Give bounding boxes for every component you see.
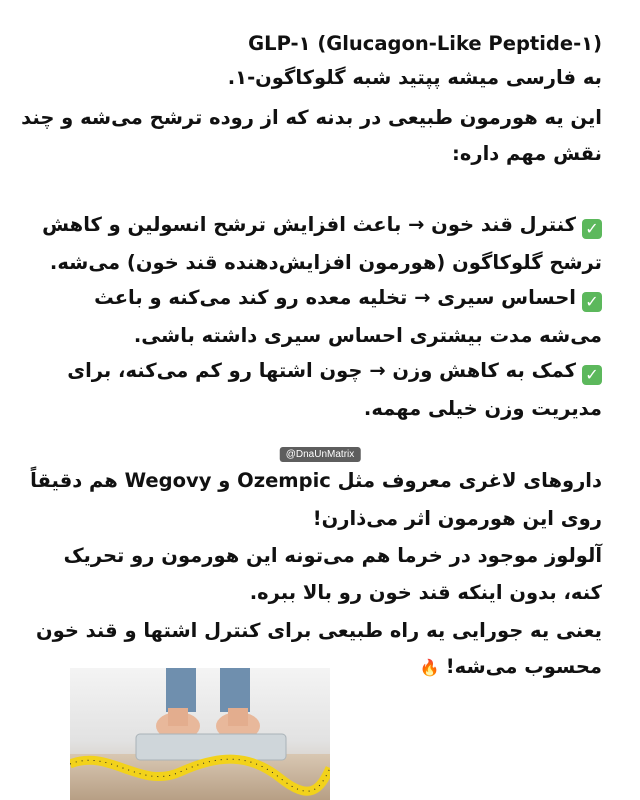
outro-line-4: کنه، بدون اینکه قند خون رو بالا ببره. [249,581,602,604]
point-2-line-2: می‌شه مدت بیشتری احساس سیری داشته باشی. [133,324,602,347]
fire-icon: 🔥 [419,658,440,677]
point-text: کمک به کاهش وزن → چون اشتها رو کم می‌کنه، برای [67,359,576,382]
point-3-line-2: مدیریت وزن خیلی مهمه. [363,397,602,420]
check-mark-icon: ✓ [582,219,602,239]
feet-on-scale-image [70,668,330,800]
point-1-line-2: ترشح گلوکاگون (هورمون افزایش‌دهنده قند خون) می‌شه. [49,251,602,274]
feet-on-scale-photo [70,668,330,800]
point-text: کنترل قند خون → باعث افزایش ترشح انسولین و کاهش [42,213,576,236]
intro-line-1: به فارسی میشه پپتید شبه گلوکاگون-۱. [227,66,602,89]
outro-text: محسوب می‌شه! [445,655,602,678]
watermark: @DnaUnMatrix [280,447,361,462]
outro-line-2: روی این هورمون اثر می‌ذارن! [312,507,602,530]
point-2-line-1 [20,281,602,315]
intro-line-3: نقش مهم داره: [452,142,602,165]
post-title: GLP-۱ (Glucagon-Like Peptide-۱) [248,32,602,55]
point-3-line-1 [20,354,602,388]
intro-line-2: این یه هورمون طبیعی در بدنه که از روده ترشح می‌شه و چند [21,106,602,129]
point-1-line-1 [20,208,602,242]
outro-line-5: یعنی یه جورایی یه راه طبیعی برای کنترل اشتها و قند خون [35,619,602,642]
outro-line-1: داروهای لاغری معروف مثل Ozempic و Wegovy هم دقیقاً [30,469,602,492]
check-mark-icon: ✓ [582,365,602,385]
outro-line-3: آلولوز موجود در خرما هم می‌تونه این هورمون رو تحریک [63,544,602,567]
point-text: احساس سیری → تخلیه معده رو کند می‌کنه و باعث [94,286,576,309]
check-mark-icon: ✓ [582,292,602,312]
